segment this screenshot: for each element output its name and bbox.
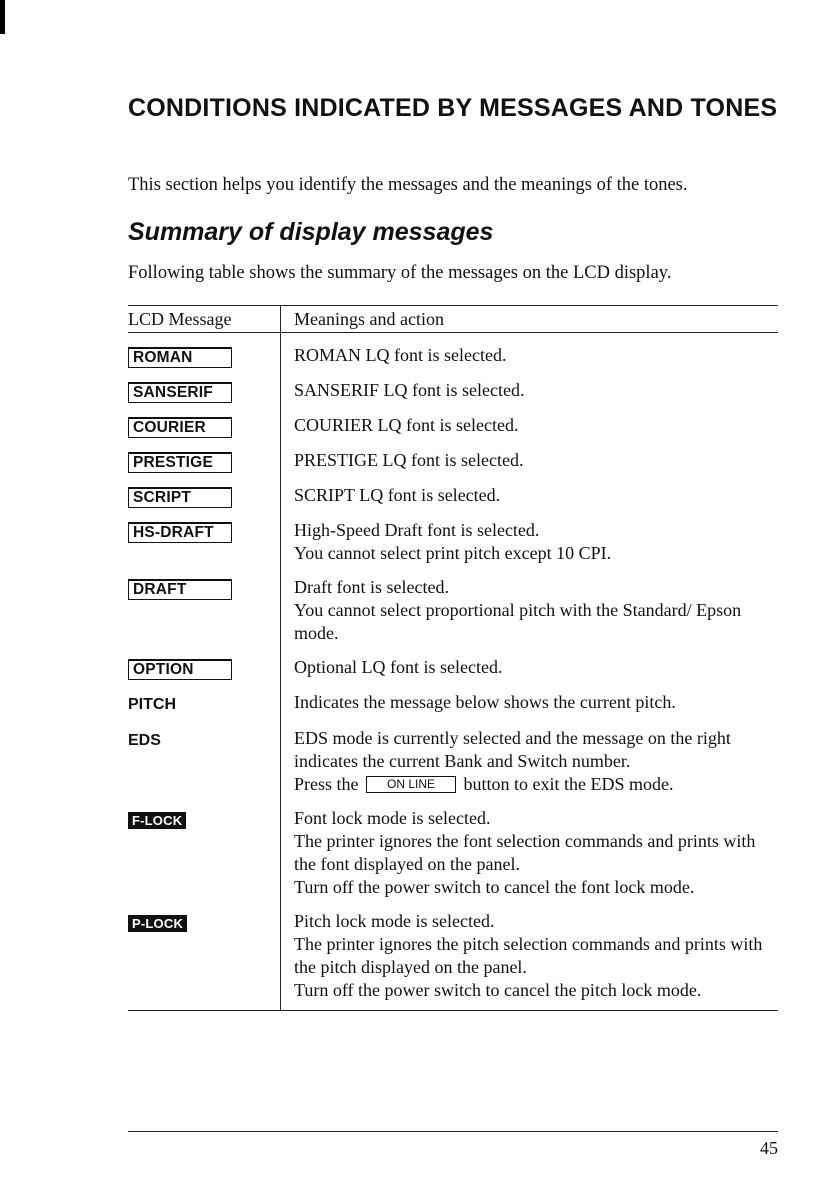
lcd-message-prestige: PRESTIGE <box>128 452 232 473</box>
table-row <box>128 899 778 1011</box>
meaning-line: EDS mode is currently selected and the message on the right indicates the current Bank and Switch number. <box>294 728 731 771</box>
lcd-message-cell <box>128 333 281 369</box>
lcd-message-header: LCD Message <box>128 306 281 333</box>
table-row <box>128 645 778 680</box>
meaning-line-with-button <box>294 773 778 796</box>
meaning-line: ROMAN LQ font is selected. <box>294 345 507 365</box>
meaning-line: Optional LQ font is selected. <box>294 657 503 677</box>
online-key-label: ON LINE <box>366 776 456 793</box>
lcd-message-cell <box>128 403 281 438</box>
meaning-line: The printer ignores the pitch selection commands and prints with the pitch displayed on the panel. <box>294 934 763 977</box>
lcd-message-cell <box>128 645 281 680</box>
lcd-message-roman: ROMAN <box>128 347 232 368</box>
meaning-cell <box>281 680 779 716</box>
subsection-title: Summary of display messages <box>128 218 494 246</box>
meaning-cell <box>281 899 779 1011</box>
meaning-line: COURIER LQ font is selected. <box>294 415 519 435</box>
meaning-cell <box>281 565 779 645</box>
lcd-message-f-lock: F-LOCK <box>128 812 186 829</box>
button-line-before: Press the <box>294 774 359 794</box>
meaning-cell <box>281 645 779 680</box>
meaning-line: PRESTIGE LQ font is selected. <box>294 450 524 470</box>
meaning-line: Turn off the power switch to cancel the font lock mode. <box>294 877 695 897</box>
meaning-cell <box>281 796 779 899</box>
table-row <box>128 796 778 899</box>
lcd-message-cell <box>128 368 281 403</box>
lcd-message-courier: COURIER <box>128 417 232 438</box>
meaning-line: SANSERIF LQ font is selected. <box>294 380 525 400</box>
meaning-line: Pitch lock mode is selected. <box>294 911 495 931</box>
page-number: 45 <box>760 1138 778 1158</box>
meaning-line: The printer ignores the font selection commands and prints with the font displayed on the panel. <box>294 831 756 874</box>
table-row <box>128 403 778 438</box>
meaning-line: Draft font is selected. <box>294 577 449 597</box>
lcd-message-cell <box>128 508 281 565</box>
table-header-row <box>128 306 778 333</box>
table-row <box>128 438 778 473</box>
table-row <box>128 333 778 369</box>
lcd-message-cell <box>128 716 281 796</box>
lcd-message-p-lock: P-LOCK <box>128 915 187 932</box>
table-row <box>128 473 778 508</box>
table-row <box>128 716 778 796</box>
lcd-message-cell <box>128 796 281 899</box>
table-body <box>128 333 778 1011</box>
lcd-message-cell <box>128 438 281 473</box>
lcd-message-hs-draft: HS-DRAFT <box>128 522 232 543</box>
meaning-line: High-Speed Draft font is selected. <box>294 520 540 540</box>
meaning-cell <box>281 403 779 438</box>
table-row <box>128 508 778 565</box>
lcd-message-script: SCRIPT <box>128 487 232 508</box>
meaning-cell <box>281 368 779 403</box>
meaning-cell <box>281 473 779 508</box>
table-row <box>128 565 778 645</box>
lcd-message-pitch: PITCH <box>128 696 176 713</box>
lcd-message-cell <box>128 565 281 645</box>
lcd-message-sanserif: SANSERIF <box>128 382 232 403</box>
meaning-cell <box>281 438 779 473</box>
meaning-line: You cannot select print pitch except 10 CPI. <box>294 543 612 563</box>
meaning-line: SCRIPT LQ font is selected. <box>294 485 501 505</box>
meaning-header: Meanings and action <box>281 306 779 333</box>
lcd-message-eds: EDS <box>128 732 161 749</box>
button-line-after: button to exit the EDS mode. <box>463 774 674 794</box>
lcd-message-option: OPTION <box>128 659 232 680</box>
section-intro: This section helps you identify the messages and the meanings of the tones. <box>128 175 688 195</box>
meaning-cell <box>281 716 779 796</box>
lcd-message-draft: DRAFT <box>128 579 232 600</box>
messages-table <box>128 305 778 1011</box>
table-row <box>128 368 778 403</box>
scan-edge-mark <box>0 0 5 34</box>
table-intro: Following table shows the summary of the messages on the LCD display. <box>128 263 672 283</box>
footer-rule <box>128 1131 778 1132</box>
meaning-line: Turn off the power switch to cancel the pitch lock mode. <box>294 980 702 1000</box>
lcd-message-cell <box>128 899 281 1011</box>
lcd-message-cell <box>128 473 281 508</box>
meaning-line: Indicates the message below shows the current pitch. <box>294 692 676 712</box>
meaning-line: Font lock mode is selected. <box>294 808 491 828</box>
lcd-message-cell <box>128 680 281 716</box>
table-row <box>128 680 778 716</box>
meaning-line: You cannot select proportional pitch with the Standard/ Epson mode. <box>294 600 742 643</box>
meaning-cell <box>281 508 779 565</box>
section-title: CONDITIONS INDICATED BY MESSAGES AND TONES <box>128 94 778 122</box>
meaning-cell <box>281 333 779 369</box>
